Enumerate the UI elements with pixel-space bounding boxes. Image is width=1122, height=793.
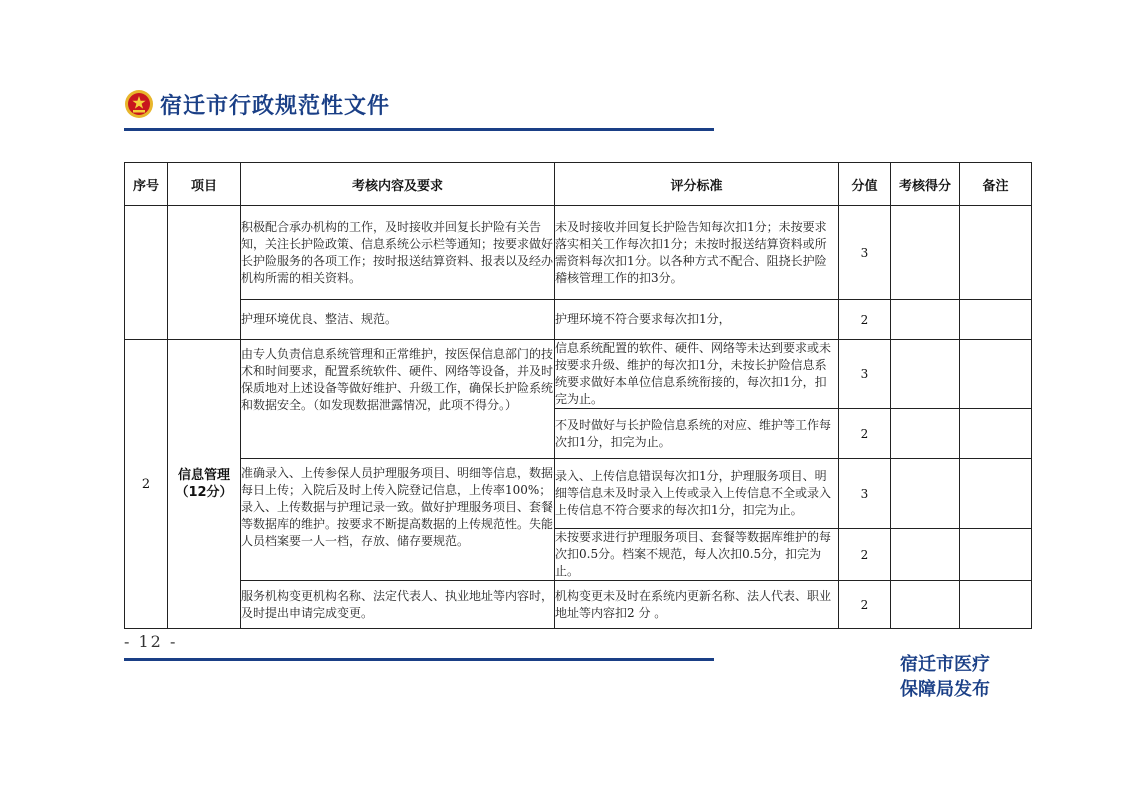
table-row xyxy=(125,340,1032,409)
header-score: 考核得分 xyxy=(891,163,960,206)
header-rule xyxy=(124,128,714,131)
score-cell xyxy=(891,459,960,529)
score-cell xyxy=(891,300,960,340)
footer-rule xyxy=(124,658,714,661)
content-cell: 服务机构变更机构名称、法定代表人、执业地址等内容时，及时提出申请完成变更。 xyxy=(241,581,555,629)
national-emblem-icon xyxy=(124,89,154,119)
header-item: 项目 xyxy=(168,163,241,206)
page-number: - 12 - xyxy=(124,632,178,651)
remark-cell xyxy=(960,206,1032,300)
criteria-cell: 护理环境不符合要求每次扣1分， xyxy=(555,300,839,340)
publisher-label xyxy=(900,652,1000,702)
remark-cell xyxy=(960,581,1032,629)
header-remark: 备注 xyxy=(960,163,1032,206)
item-points: （12分） xyxy=(175,485,233,500)
item-cell-empty xyxy=(168,206,241,340)
points-cell: 2 xyxy=(839,409,891,459)
remark-cell xyxy=(960,340,1032,409)
table-header-row xyxy=(125,163,1032,206)
criteria-cell: 录入、上传信息错误每次扣1分，护理服务项目、明细等信息未及时录入上传或录入上传信息不全或录入上传信息不符合要求的每次扣1分，扣完为止。 xyxy=(555,459,839,529)
score-cell xyxy=(891,529,960,581)
content-cell: 护理环境优良、整洁、规范。 xyxy=(241,300,555,340)
header-seq: 序号 xyxy=(125,163,168,206)
publisher-line-1: 宿迁市医疗 xyxy=(900,654,990,675)
publisher-line-2: 保障局发布 xyxy=(900,679,990,700)
points-cell: 3 xyxy=(839,459,891,529)
remark-cell xyxy=(960,529,1032,581)
remark-cell xyxy=(960,459,1032,529)
document-header xyxy=(124,86,390,122)
criteria-cell: 不及时做好与长护险信息系统的对应、维护等工作每次扣1分，扣完为止。 xyxy=(555,409,839,459)
criteria-cell: 未及时接收并回复长护险告知每次扣1分；未按要求落实相关工作每次扣1分；未按时报送结算资料或所需资料每次扣1分。以各种方式不配合、阻挠长护险稽核管理工作的扣3分。 xyxy=(555,206,839,300)
table-row xyxy=(125,206,1032,300)
header-content: 考核内容及要求 xyxy=(241,163,555,206)
criteria-cell: 未按要求进行护理服务项目、套餐等数据库维护的每次扣0.5分。档案不规范，每人次扣0.5分，扣完为止。 xyxy=(555,529,839,581)
score-cell xyxy=(891,581,960,629)
score-cell xyxy=(891,206,960,300)
seq-cell-empty xyxy=(125,206,168,340)
assessment-table xyxy=(124,162,1032,629)
item-name: 信息管理 xyxy=(177,468,230,483)
item-cell xyxy=(168,340,241,629)
remark-cell xyxy=(960,409,1032,459)
seq-cell: 2 xyxy=(125,340,168,629)
document-title: 宿迁市行政规范性文件 xyxy=(160,93,391,119)
criteria-cell: 机构变更未及时在系统内更新名称、法人代表、职业地址等内容扣2 分 。 xyxy=(555,581,839,629)
score-cell xyxy=(891,409,960,459)
score-cell xyxy=(891,340,960,409)
points-cell: 2 xyxy=(839,300,891,340)
points-cell: 2 xyxy=(839,529,891,581)
header-points: 分值 xyxy=(839,163,891,206)
table-row xyxy=(125,459,1032,529)
points-cell: 2 xyxy=(839,581,891,629)
content-cell: 积极配合承办机构的工作，及时接收并回复长护险有关告知，关注长护险政策、信息系统公示栏等通知；按要求做好长护险服务的各项工作；按时报送结算资料、报表以及经办机构所需的相关资料。 xyxy=(241,206,555,300)
points-cell: 3 xyxy=(839,206,891,300)
content-cell: 准确录入、上传参保人员护理服务项目、明细等信息，数据每日上传；入院后及时上传入院登记信息，上传率100%；录入、上传数据与护理记录一致。做好护理服务项目、套餐等数据库的维护。按要求不断提高数据的上传规范性。失能人员档案要一人一档，存放、储存要规范。 xyxy=(241,459,555,581)
criteria-cell: 信息系统配置的软件、硬件、网络等未达到要求或未按要求升级、维护的每次扣1分，未按长护险信息系统要求做好本单位信息系统衔接的，每次扣1分，扣完为止。 xyxy=(555,340,839,409)
remark-cell xyxy=(960,300,1032,340)
points-cell: 3 xyxy=(839,340,891,409)
header-criteria: 评分标准 xyxy=(555,163,839,206)
content-cell: 由专人负责信息系统管理和正常维护，按医保信息部门的技术和时间要求，配置系统软件、硬件、网络等设备，并及时保质地对上述设备等做好维护、升级工作，确保长护险系统和数据安全。（如发现数据泄露情况，此项不得分。） xyxy=(241,340,555,459)
table-row xyxy=(125,300,1032,340)
table-row xyxy=(125,581,1032,629)
